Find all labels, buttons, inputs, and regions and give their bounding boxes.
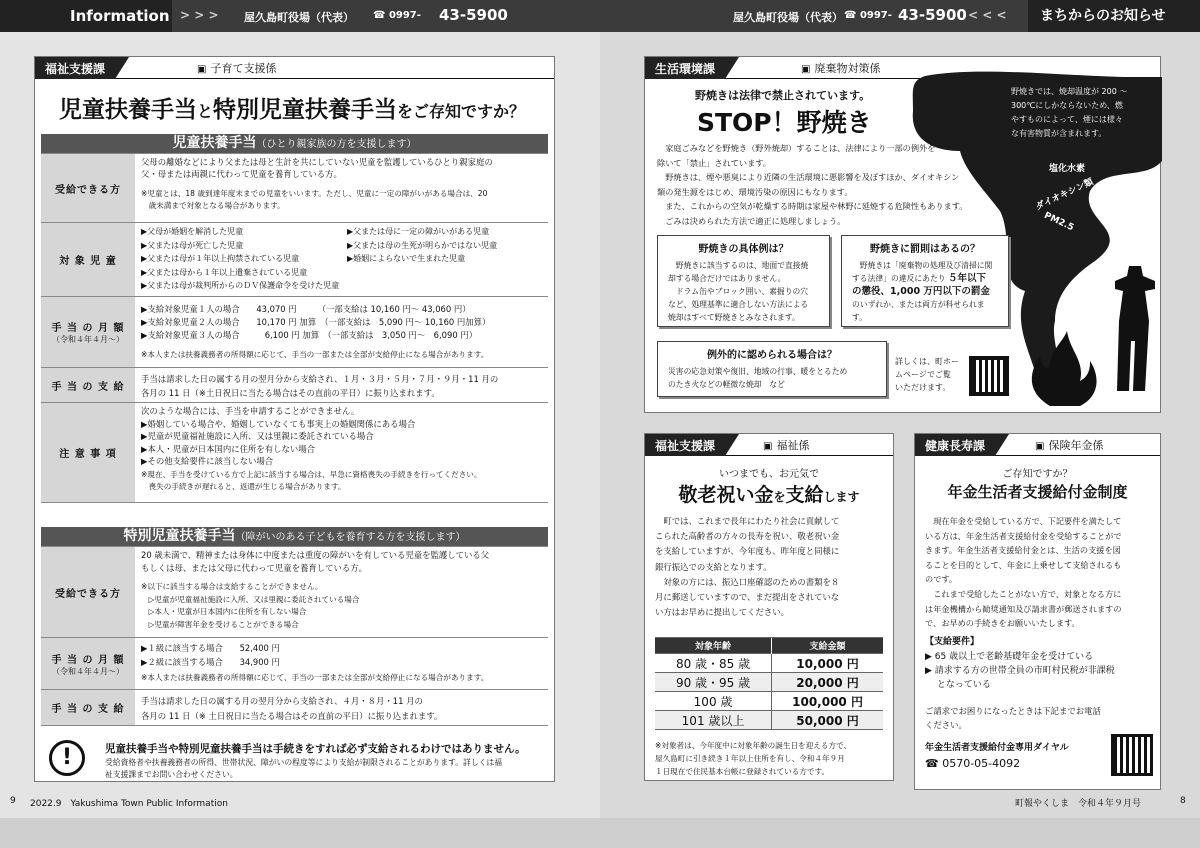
warning-title: 児童扶養手当や特別児童扶養手当は手続きをすれば必ず支給されるわけではありません。: [105, 743, 526, 755]
table-header: 対象年齢: [655, 638, 772, 654]
section1-title: 児童扶養手当: [172, 135, 257, 151]
burn-more-info: 詳しくは、町ホー ムページでご覧 いただけます。: [895, 357, 959, 392]
header-left: [0, 0, 600, 32]
keiro-lead: いつまでも、お元気で: [719, 469, 819, 480]
footer-left-text: 2022.9 Yakushima Town Public Information: [30, 799, 228, 809]
keiro-headline: [645, 480, 893, 507]
s2-row-eligible: [41, 546, 548, 637]
headline-b: 特別児童扶養手当: [213, 97, 398, 123]
qr-code-icon: [1111, 734, 1153, 776]
s2-row-note: ※本人または扶養義務者の所得額に応じて、手当の一部または全部が支給停止になる場合があります。: [141, 673, 489, 682]
header-tel-prefix-right: ☎ 0997-: [844, 10, 892, 21]
smoke-word-hcl: 塩化水素: [1049, 164, 1086, 174]
s2-row-note: ※以下に該当する場合は支給することができません。 ▷児童が児童福祉施設に入所、又は里親に委託されている場合 ▷本人・児童が日本国内に住所を有しない場合 ▷児童が障害年金を受けることができる場合: [141, 582, 360, 629]
burn-penalty-a: 野焼きは「廃棄物の処理及び清掃に関 する法律」の違反にあたり: [852, 261, 993, 283]
section1-title-bar: [41, 134, 548, 153]
pension-tab-bar: [915, 434, 1160, 456]
pension-req-2: ▶ 請求する方の世帯全員の市町村民税が非課税 となっている: [925, 666, 1115, 690]
s1-row-text: 手当は請求した日の属する月の翌月分から支給され、１月・３月・５月・７月・９月・11 月の 各月の 11 日（※土日祝日に当たる場合はその直前の平日）に振り込まれます。: [141, 374, 499, 398]
pension-lead: ご存知ですか？: [1002, 469, 1073, 480]
s2-row-label-text: 手 当 の 月 額: [51, 654, 125, 666]
s2-row-payment: [41, 689, 548, 726]
s1-row-note: ※本人または扶養義務者の所得額に応じて、手当の一部または全部が支給停止になる場合があります。: [141, 350, 489, 359]
s1-row-label: 注 意 事 項: [41, 403, 135, 502]
warning-body: 受給資格者や扶養義務者の所得、世帯状況、障がいの程度等により支給が制限されることがあります。詳しくは福 祉支援課までお問い合わせください。: [105, 758, 503, 779]
header-office-left: 屋久島町役場（代表）: [244, 11, 354, 24]
s2-row-label: 受給できる方: [41, 547, 135, 637]
keiro-panel: [644, 433, 894, 781]
smoke-text: 野焼きでは、焼却温度が 200 〜 300℃にしかならないため、燃 やすものによって、煙には様々 な有害物質が含まれます。: [1011, 87, 1128, 138]
table-row: [655, 673, 883, 692]
keiro-t3: 支給: [785, 484, 824, 506]
s1-row-text: 次のような場合には、手当を申請することができません。 ▶婚姻している場合や、婚姻していなくても事実上の婚姻関係にある場合 ▶児童が児童福祉施設に入所、又は里親に委託されている場合 ▶本人・児童が日本国内に住所を有しない場合 ▶その他支給要件に該当しない場合: [141, 406, 416, 467]
keiro-amount-table: [655, 637, 883, 730]
pension-dial: ☎ 0570-05-4092: [925, 757, 1021, 770]
dept-tab-bar: [35, 57, 554, 79]
table-cell-age: 80 歳・85 歳: [655, 654, 772, 673]
table-cell-age: 100 歳: [655, 692, 772, 711]
s2-row-text: 20 歳未満で、精神または身体に中度または重度の障がいを有している児童を監護している父 もしくは母、または父母に代わって児童を養育している方。: [141, 550, 490, 573]
header-tel-right: 43-5900: [898, 6, 967, 24]
burn-box-penalty: [841, 235, 1009, 327]
keiro-note: ※対象者は、今年度中に対象年齢の誕生日を迎える方で、 屋久島町に引き続き１年以上住所を有し、令和４年９月 １日現在で住民基本台帳に登録されている方です。: [655, 741, 852, 776]
s1-row-label: 対 象 児 童: [41, 223, 135, 296]
header-arrows-right: < < <: [968, 8, 1007, 22]
pension-dept-tab: 健康長寿課: [915, 434, 995, 456]
headline-and: と: [197, 102, 214, 121]
s1-row-text: ▶支給対象児童１人の場合 43,070 円 （一部支給は 10,160 円〜 43,060 円） ▶支給対象児童２人の場合 10,170 円 加算 （一部支給は 5,090 円〜 10,160 円加算） ▶支給対象児童３人の場合 6,100 円 加算 （一部支給は 3,050 円〜 6,090 円）: [141, 304, 491, 340]
s1-row-label: 受給できる方: [41, 154, 135, 222]
s1-row-eligible: [41, 153, 548, 222]
s2-row-label: 手 当 の 支 給: [41, 690, 135, 725]
burn-subsection: ▣ 廃棄物対策係: [801, 60, 880, 76]
s1-row-col1: ▶父母が婚姻を解消した児童 ▶父または母が死亡した児童 ▶父または母が１年以上拘禁されている児童 ▶父または母から１年以上遺棄されている児童 ▶父または母が裁判所からのＤＶ保護命令を受けた児童: [141, 227, 340, 290]
keiro-dept-tab: 福祉支援課: [645, 434, 725, 456]
s1-row-caution: [41, 402, 548, 503]
pension-body: 現在年金を受給している方で、下記要件を満たして いる方は、年金生活者支援給付金を受給することがで きます。年金生活者支援給付金とは、生活の支援を図 ることを目的として、年金に上乗せして支給されるも のです。 これまで受給したことがない方で、対象となる方に は年金機構から勧奨通知及び請求書が郵送されますの で、お早めの手続きをお願いいたします。: [925, 516, 1122, 629]
burn-penalty-c: のいずれか、または両方が科せられます。: [852, 300, 985, 322]
header-tel-prefix-left: ☎ 0997-: [373, 10, 421, 21]
burn-box-penalty-body: [842, 255, 1008, 328]
pension-panel: [914, 433, 1161, 790]
s2-row-text: 手当は請求した日の属する月の翌月分から支給され、４月・８月・11 月の 各月の 11 日（※ 土日祝日に当たる場合はその直前の平日）に振り込まれます。: [141, 696, 443, 721]
s1-row-label: 手 当 の 支 給: [41, 368, 135, 402]
footer-right-page: 8: [1180, 796, 1186, 806]
headline-a: 児童扶養手当: [59, 97, 197, 123]
section1-subtitle: （ひとり親家族の方を支援します）: [256, 139, 417, 150]
s1-row-payment: [41, 367, 548, 402]
s2-row-label-sub: （令和４年４月〜）: [52, 666, 124, 676]
warning-icon: !: [49, 740, 85, 776]
table-cell-age: 101 歳以上: [655, 711, 772, 730]
pension-req-1: ▶ 65 歳以上で老齢基礎年金を受けている: [925, 652, 1094, 662]
s1-row-col2: ▶父または母に一定の障がいがある児童 ▶父または母の生死が明らかではない児童 ▶婚姻によらないで生まれた児童: [347, 227, 498, 263]
person-silhouette: [1115, 266, 1155, 391]
s1-row-amount: [41, 296, 548, 367]
keiro-t4: します: [823, 490, 860, 504]
footer-right-text: 町報やくしま 令和４年９月号: [1015, 799, 1142, 809]
child-allowance-panel: [34, 56, 555, 782]
table-header: 支給金額: [772, 638, 883, 654]
table-row: [655, 692, 883, 711]
burn-penalty-b: ５年以下 の懲役、1,000 万円以下の罰金: [852, 273, 990, 297]
table-cell-amount: 10,000 円: [772, 654, 883, 673]
pension-req-title: 【支給要件】: [925, 637, 980, 647]
burn-body: 家庭ごみなどを野焼き（野外焼却）することは、法律により一部の例外を 除いて「禁止」されています。 野焼きは、煙や悪臭により近隣の生活環境に悪影響を及ぼすほか、ダイオキシン 類の発生源をはじめ、環境汚染の原因にもなります。 また、これからの空気が乾燥する時期は家屋や林野に延焼する危険性もあります。 ごみは決められた方法で適正に処理しましょう。: [657, 143, 968, 226]
pension-contact: ご請求でお困りになったときは下記までお電話 ください。: [925, 706, 1101, 730]
s1-row-children: [41, 222, 548, 296]
table-cell-amount: 20,000 円: [772, 673, 883, 692]
burn-title: STOP！野焼き: [697, 108, 872, 137]
smoke-word-dioxin: ダイオキシン類: [1034, 177, 1096, 213]
keiro-t1: 敬老祝い金: [678, 484, 774, 506]
header-tel-left: 43-5900: [439, 6, 508, 24]
smoke-word-pm25: PM2.5: [1042, 210, 1076, 234]
qr-code-icon: [970, 357, 1008, 395]
table-cell-amount: 50,000 円: [772, 711, 883, 730]
s1-row-note: ※児童とは、18 歳到達年度末までの児童をいいます。ただし、児童に一定の障がいがある場合は、20 歳未満まで対象となる場合があります。: [141, 189, 488, 210]
burn-box-examples: [657, 235, 830, 327]
burn-box-exceptions-body: 災害の応急対策や復旧、地域の行事、暖をとるため のたき火などの軽微な焼却 など: [668, 367, 848, 389]
table-row: [655, 711, 883, 730]
s1-row-label-sub: （令和４年４月〜）: [52, 335, 124, 344]
keiro-t2: を: [773, 490, 786, 504]
section2-subtitle: （障がいのある子どもを養育する方を支援します）: [235, 532, 466, 543]
keiro-body: 町では、これまで長年にわたり社会に貢献して こられた高齢者の方々の長寿を祝い、敬老祝い金 を支給していますが、今年度も、昨年度と同様に 銀行振込での支給となります。 対象の方には、振込口座確認のための書類を８ 月に郵送していますので、まだ提出をされていな い方はお早めに提出してください。: [655, 516, 840, 618]
section2-title: 特別児童扶養手当: [123, 528, 236, 544]
footer: [0, 796, 1200, 848]
s2-row-text: ▶１級に該当する場合 52,400 円 ▶２級に該当する場合 34,900 円: [141, 643, 280, 667]
s2-row-amount: [41, 637, 548, 689]
pension-title: 年金生活者支援給付金制度: [947, 483, 1128, 501]
keiro-tab-bar: [645, 434, 893, 456]
s2-row-label: [41, 638, 135, 689]
main-headline: [59, 91, 525, 124]
pension-subsection: ▣ 保険年金係: [1035, 437, 1103, 453]
table-cell-amount: 100,000 円: [772, 692, 883, 711]
dept-subsection: ▣ 子育て支援係: [197, 60, 276, 76]
s1-row-label: [41, 297, 135, 367]
burn-box-examples-title: 野焼きの具体例は？: [698, 244, 789, 255]
header-office-right: 屋久島町役場（代表）: [733, 11, 843, 24]
burn-dept-tab: 生活環境課: [645, 57, 725, 79]
section2-title-bar: [41, 527, 548, 546]
dept-tab: 福祉支援課: [35, 57, 115, 79]
burn-box-exceptions: [657, 341, 887, 397]
header-right-title: まちからのお知らせ: [1028, 0, 1200, 32]
burn-lead: 野焼きは法律で禁止されています。: [695, 89, 871, 102]
s1-row-label-text: 手 当 の 月 額: [51, 323, 125, 334]
burn-box-penalty-title: 野焼きに罰則はあるの？: [870, 244, 980, 255]
header-right: [600, 0, 1200, 32]
open-burning-panel: [644, 56, 1161, 413]
s1-row-note: ※現在、手当を受けている方で上記に該当する場合は、早急に資格喪失の手続きを行ってください。 喪失の手続きが遅れると、返還が生じる場合があります。: [141, 470, 482, 492]
burn-box-exceptions-title: 例外的に認められる場合は？: [707, 350, 837, 361]
pension-dial-label: 年金生活者支援給付金専用ダイヤル: [925, 743, 1069, 753]
header-left-title: Information: [0, 0, 172, 32]
table-header-row: [655, 638, 883, 654]
table-row: [655, 654, 883, 673]
header-arrows-left: > > >: [180, 8, 219, 22]
footer-left-page: 9: [10, 796, 16, 806]
keiro-subsection: ▣ 福祉係: [763, 437, 809, 453]
s1-row-text: 父母の離婚などにより父または母と生計を共にしていない児童を監護しているひとり親家庭の 父・母または両親に代わって児童を養育している方。: [141, 157, 493, 180]
burn-box-examples-body: 野焼きに該当するのは、地面で直接焼 却する場合だけではありません。 ドラム缶やブロック囲い、素掘りの穴 など、処理基準に適合しない方法による 焼却はすべて野焼きとみなされます。: [668, 261, 809, 322]
table-cell-age: 90 歳・95 歳: [655, 673, 772, 692]
headline-tail: をご存知ですか？: [397, 102, 526, 121]
